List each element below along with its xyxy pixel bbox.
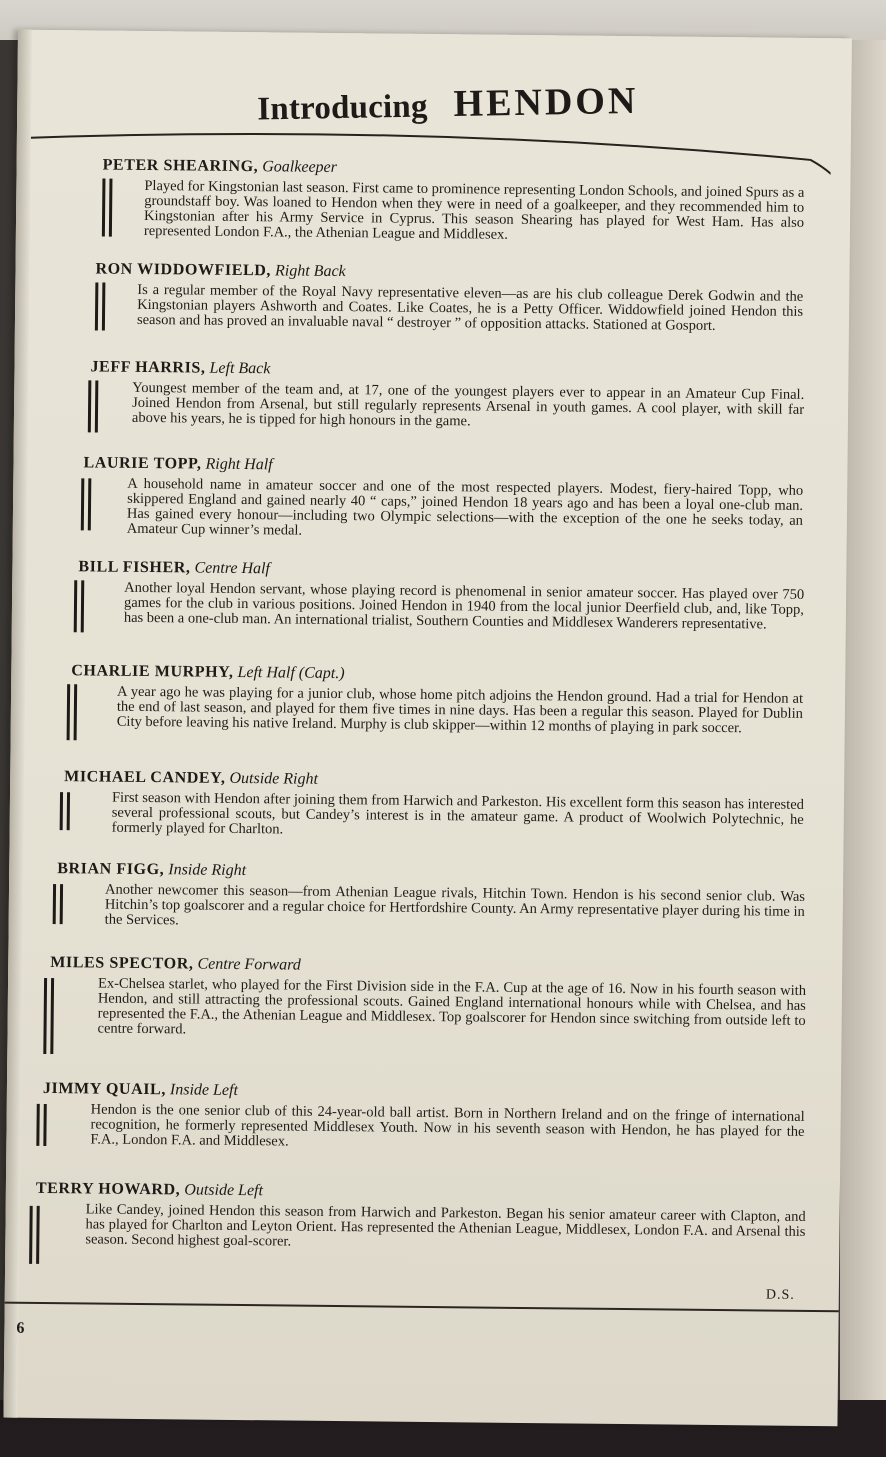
player-heading [36,1180,263,1200]
player-position: Left Half (Capt.) [237,663,345,683]
player-name: MILES SPECTOR, [50,954,194,973]
player-position: Centre Half [194,559,271,578]
player-heading [64,768,318,789]
player-position: Goalkeeper [262,158,338,176]
player-entry [14,454,848,539]
player-bio: A household name in amateur soccer and one of the most respected players. Modest, fiery-haired Topp, who skippered England and gained nearly 40 “ caps,” joined Hendon 18 years ago and has been a loyal one-club man. Has gained every honour—including two Olympic selections—with the exception of the one he seeks today, an Amateur Cup winner’s medal. [126,475,804,539]
bottom-rule [5,1302,839,1313]
player-bio: Youngest member of the team and, at 17, one of the youngest players ever to appear in an Amateur Cup Final. Joined Hendon from Arsenal, but still regularly represents Arsenal in youth games. A cool player, with skill far above his years, he is tipped for high honours in the game. [131,379,805,430]
player-heading [95,260,345,281]
player-heading [71,662,344,683]
player-bio: First season with Hendon after joining them from Harwich and Parkeston. His excellent form this season has interested several professional scouts, but Candey’s interest is in the amateur game. A product of Woolwich Polytechnic, he formerly played for Charlton. [111,789,805,838]
page-binding-edge [3,30,32,1418]
player-name: PETER SHEARING, [102,156,259,176]
player-position: Inside Right [168,861,247,880]
player-bio: Is a regular member of the Royal Navy representative eleven—as are his club colleague Derek Godwin and the Kingstonian players Ashworth and Coates. Like Coates, he is a Petty Officer. Widdowfield joined Hendon this season and has proved an invaluable naval “ destroyer ” of opposition attacks. Stationed at Gosport. [136,281,804,334]
player-entry [7,1079,841,1150]
double-bar-marker [88,380,103,432]
player-entry [15,358,849,430]
player-bio: Another newcomer this season—from Athenian League rivals, Hitchin Town. Hendon is his second senior club. Was Hitchin’s top goalscorer and a regular choice for Hertfordshire County. An Army representative player during his time in the Services. [104,881,806,929]
title-club: HENDON [453,79,639,126]
double-bar-marker [29,1206,44,1264]
player-heading [50,954,301,975]
player-bio: Played for Kingstonian last season. First came to prominence representing London Schools, and joined Spurs as a groundstaff boy. Was loaned to Hendon when they were in need of a goalkeeper, and they recommended him to Kingstonian after his Army Service in Cyprus. This season Shearing has played for West Ham. Has also represented London F.A., the Athenian League and Middlesex. [143,177,805,243]
player-heading [103,157,338,177]
player-heading [43,1080,238,1100]
player-entry [10,768,844,838]
author-initials: D.S. [765,1287,795,1303]
player-heading [57,860,246,880]
player-bio: A year ago he was playing for a junior club, whose home pitch adjoins the Hendon ground. Had a trial for Hendon at the end of last season, and played for them five times in nine days. Has been a regular this season. Played for Dublin City before leaving his native Ireland. Murphy is club skipper—within 12 months of playing in park soccer. [116,683,804,737]
page-title [257,79,639,130]
player-position: Outside Left [184,1181,264,1200]
player-position: Centre Forward [197,955,301,974]
player-bio: Another loyal Hendon servant, whose playing record is phenomenal in senior amateur soccer. Has played over 750 games for the club in various positions. Joined Hendon in 1940 from the local junior Deerfield club, and, like Topp, has been a one-club man. An international trialist, Southern Counties and Middlesex Wanderers representative. [123,579,805,633]
player-entry [9,860,843,929]
programme-page [3,30,851,1427]
player-position: Left Back [209,359,271,378]
player-position: Outside Right [229,769,319,788]
double-bar-marker [102,179,117,237]
player-entry [6,1179,840,1250]
player-heading [90,358,270,378]
double-bar-marker [74,580,89,632]
title-intro: Introducing [257,88,428,128]
player-heading [78,558,270,578]
page-number: 6 [16,1319,25,1337]
player-name: JIMMY QUAIL, [42,1079,167,1099]
player-entry [8,954,842,1038]
player-entry [11,662,845,737]
player-name: BILL FISHER, [78,558,191,577]
double-bar-marker [67,684,82,740]
player-position: Right Half [205,455,273,474]
player-position: Right Back [274,262,346,281]
player-name: RON WIDDOWFIELD, [95,260,272,280]
double-bar-marker [81,478,96,530]
player-name: MICHAEL CANDEY, [64,768,226,787]
player-name: BRIAN FIGG, [57,860,165,879]
double-bar-marker [95,282,110,330]
player-name: LAURIE TOPP, [83,454,202,473]
player-name: JEFF HARRIS, [90,358,206,377]
player-bio: Hendon is the one senior club of this 24-year-old ball artist. Born in Northern Ireland and on the fringe of international recognition, he formerly represented Middlesex Youth. Now in his seventh season with Hendon, he has played for the F.A., London F.A. and Middlesex. [90,1101,805,1150]
player-entry [16,260,850,334]
double-bar-marker [60,792,74,830]
player-name: TERRY HOWARD, [35,1179,181,1199]
player-position: Inside Left [169,1081,239,1099]
double-bar-marker [43,978,58,1054]
player-heading [83,454,272,474]
player-entry [12,558,846,633]
double-bar-marker [36,1104,50,1146]
player-bio: Ex-Chelsea starlet, who played for the First Division side in the F.A. Cup at the age of 16. Now in his fourth season with Hendon, and still attracting the professional scouts. Gained England international honours while with Chelsea, and has represented the F.A., the Athenian League and Middlesex. Top goalscorer for Hendon since switching from outside left to centre forward. [97,975,807,1038]
player-name: CHARLIE MURPHY, [71,662,234,681]
double-bar-marker [53,884,67,924]
player-bio: Like Candey, joined Hendon this season from Harwich and Parkeston. Began his senior amateur career with Clapton, and has played for Charlton and Leyton Orient. Has represented the Athenian League, Middlesex, London F.A. and Arsenal this season. Second highest goal-scorer. [85,1201,806,1250]
